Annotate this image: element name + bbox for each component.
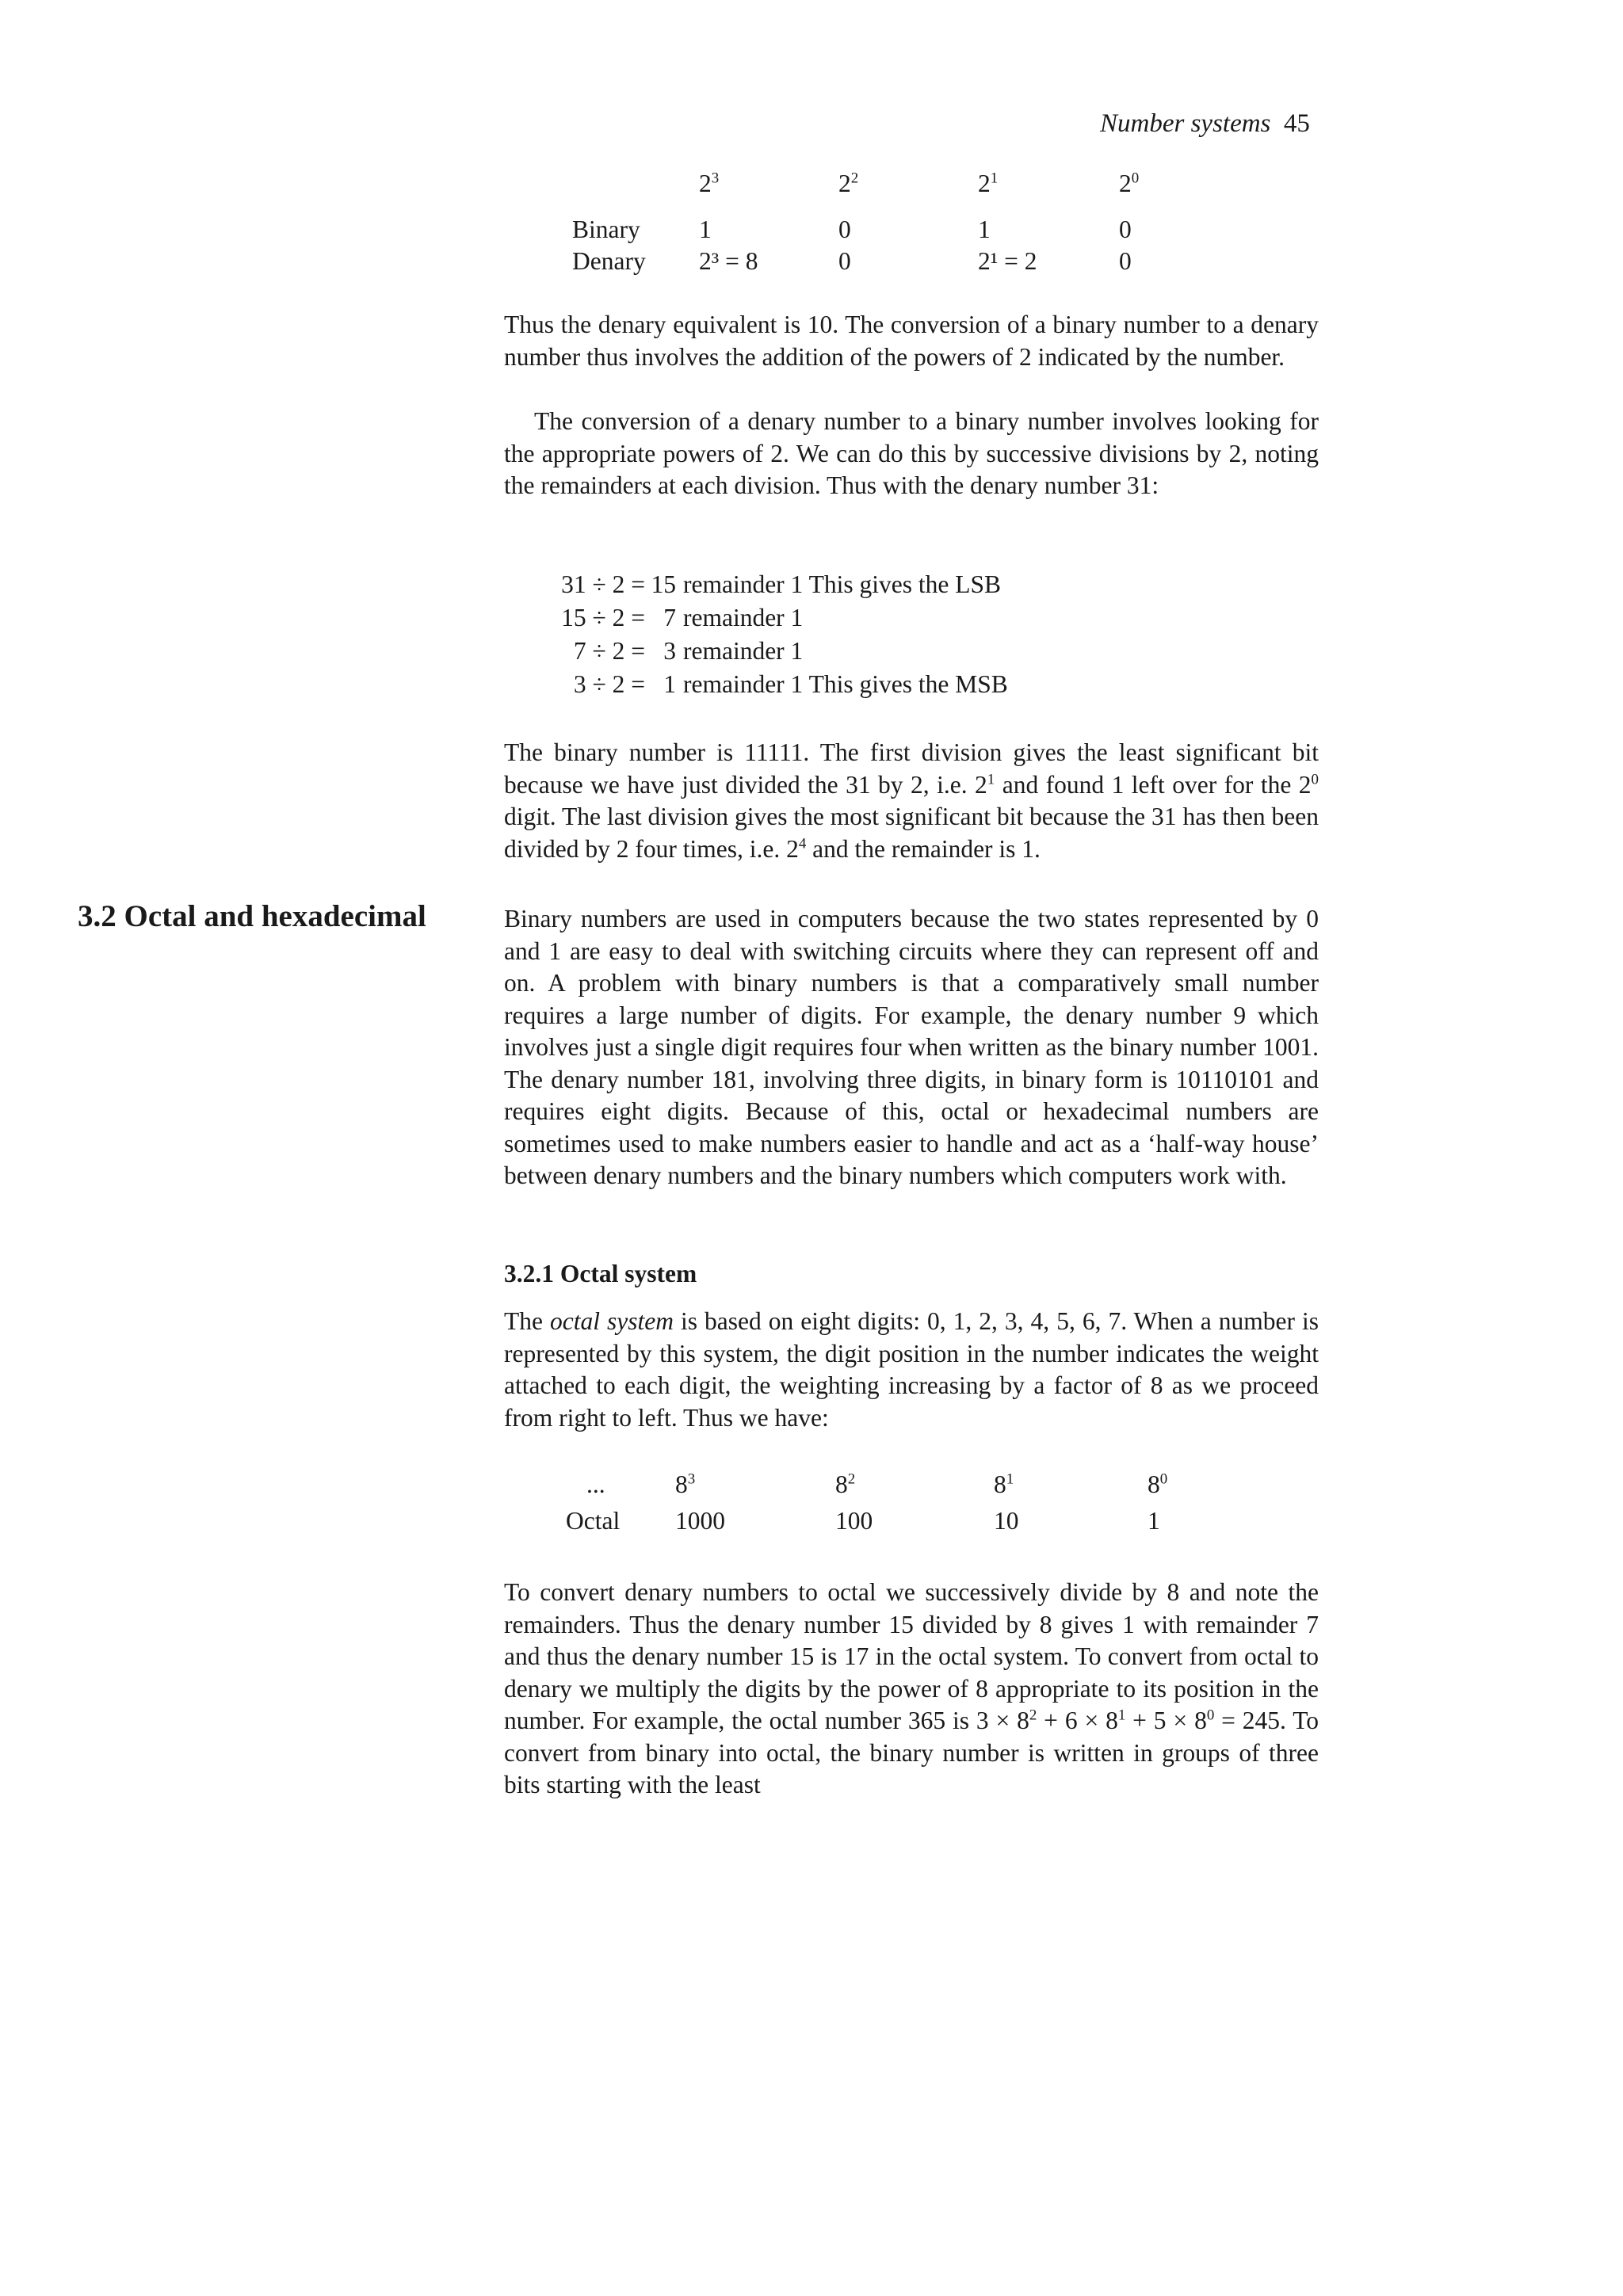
division-remainder: remainder 1 This gives the MSB: [683, 670, 1008, 698]
table-cell: 0: [1119, 247, 1132, 275]
paragraph: Binary numbers are used in computers because the two states represented by 0 and 1 are easy to deal with switching circuits where they can represent off and on. A problem with binary numbers is that a comparatively small number requires a large number of digits. For example, the denary number 9 which involves just a single digit requires four when written as the binary number 1001. The denary number 181, involving three digits, in binary form is 10110101 and requires eight digits. Because of this, octal or hexadecimal numbers are sometimes used to make numbers easier to handle and act as a ‘half-way house’ between denary numbers and the binary numbers which computers work with.: [504, 905, 1319, 1189]
division-remainder: remainder 1: [683, 604, 804, 631]
table-cell: 0: [838, 247, 851, 275]
table-cell: 1: [1148, 1507, 1160, 1535]
power-2-1: $2^1$: [978, 170, 999, 197]
running-title: Number systems: [1100, 109, 1271, 138]
division-lhs: 15 ÷ 2 =: [561, 604, 645, 631]
division-quotient: 3: [663, 637, 676, 665]
paragraph: To convert denary numbers to octal we successively divide by 8 and note the remainders. Thus the denary number 15 divided by 8 gives 1 with remainder 7 and thus the denary number 15 is 17 in the octal system. To convert from octal to denary we multiply the digits by the power of 8 appropriate to its position in the number. For example, the octal number 365 is $3 \times 8^2 + 6 \times 8^1 + 5 \times 8^0 = 245$. To convert from binary into octal, the binary number is written in groups of three bits starting with the least: [504, 1578, 1319, 1798]
table-cell: 0: [1119, 215, 1132, 243]
table-cell: 10: [994, 1507, 1019, 1535]
power-8-1: $8^1$: [994, 1470, 1014, 1498]
power-2-3: $2^3$: [699, 170, 720, 197]
division-lhs: 3 ÷ 2 =: [573, 670, 645, 698]
division-lhs: 31 ÷ 2 =: [561, 570, 645, 598]
paragraph: Thus the denary equivalent is 10. The conversion of a binary number to a denary number thus involves the addition of the powers of 2 indicated by the number.: [504, 311, 1319, 371]
running-header: [1100, 109, 1310, 139]
division-quotient: 15: [651, 570, 676, 598]
table-cell: 1: [699, 215, 712, 243]
table-cell: 2³ = 8: [699, 247, 758, 275]
power-2-0: $2^0$: [1119, 170, 1140, 197]
subsection-heading: 3.2.1 Octal system: [504, 1260, 697, 1287]
power-2-2: $2^2$: [838, 170, 859, 197]
page-number: 45: [1283, 109, 1310, 138]
table-cell: 100: [835, 1507, 873, 1535]
paragraph: The octal system is based on eight digits: 0, 1, 2, 3, 4, 5, 6, 7. When a number is represented by this system, the digit position in the number indicates the weight attached to each digit, the weighting increasing by a factor of 8 as we proceed from right to left. Thus we have:: [504, 1307, 1319, 1432]
power-8-2: $8^2$: [835, 1470, 856, 1498]
division-remainder: remainder 1 This gives the LSB: [683, 570, 1001, 598]
division-quotient: 7: [663, 604, 676, 631]
row-label-binary: Binary: [572, 215, 640, 243]
division-quotient: 1: [663, 670, 676, 698]
section-heading: 3.2 Octal and hexadecimal: [78, 899, 426, 933]
division-remainder: remainder 1: [683, 637, 804, 665]
paragraph: The binary number is 11111. The first division gives the least significant bit because we have just divided the 31 by 2, i.e. $2^1$ and found 1 left over for the $2^0$ digit. The last division gives the most significant bit because the 31 has then been divided by 2 four times, i.e. $2^4$ and the remainder is 1.: [504, 738, 1319, 863]
power-8-3: $8^3$: [675, 1470, 696, 1498]
table-cell: 0: [838, 215, 851, 243]
power-8-0: $8^0$: [1148, 1470, 1168, 1498]
row-label-denary: Denary: [572, 247, 646, 275]
paragraph: The conversion of a denary number to a binary number involves looking for the appropriate powers of 2. We can do this by successive divisions by 2, noting the remainders at each division. Thus with the denary number 31:: [504, 407, 1319, 499]
division-lhs: 7 ÷ 2 =: [573, 637, 645, 665]
table-cell: 2¹ = 2: [978, 247, 1037, 275]
row-label-octal: Octal: [566, 1507, 621, 1535]
table-cell: 1: [978, 215, 991, 243]
table-cell: 1000: [675, 1507, 725, 1535]
octal-lead: ...: [586, 1470, 605, 1498]
